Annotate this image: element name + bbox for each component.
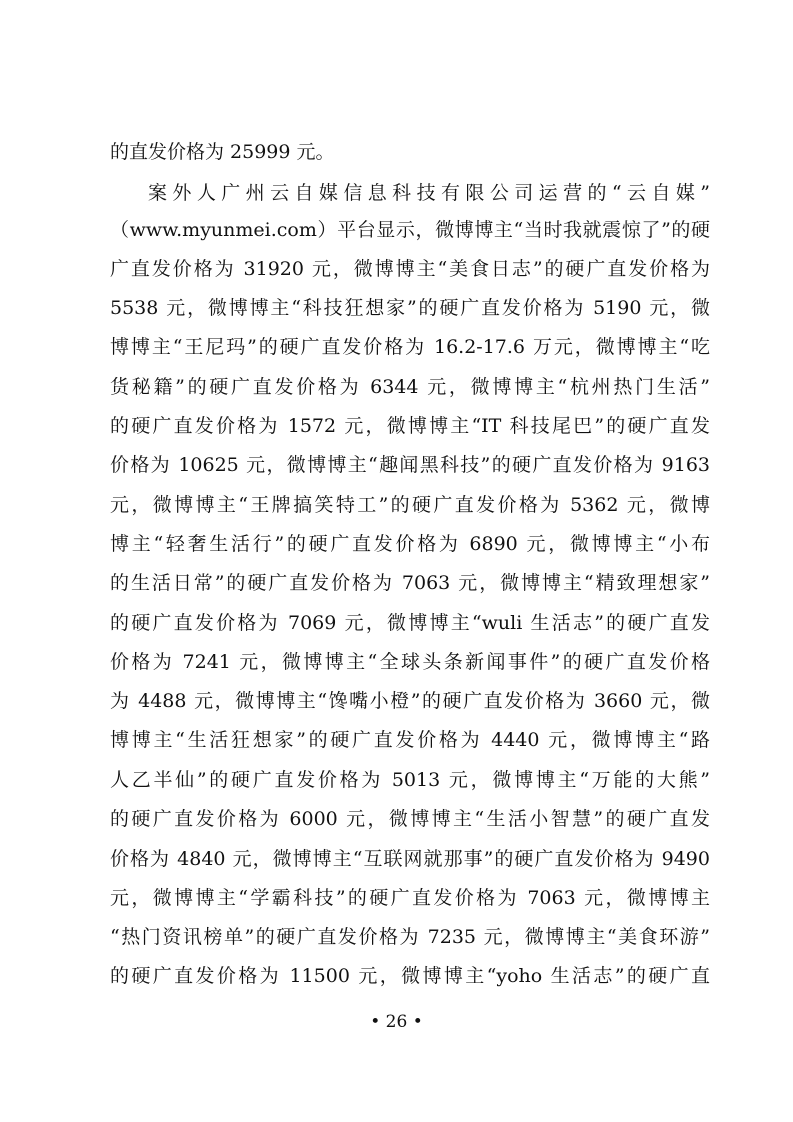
text-line-21: “热门资讯榜单”的硬广直发价格为 7235 元，微博博主“美食环游” — [110, 926, 710, 948]
text-line-22: 的硬广直发价格为 11500 元，微博博主“yoho 生活志”的硬广直 — [110, 965, 710, 987]
text-line-16: 博博主“生活狂想家”的硬广直发价格为 4440 元，微博博主“路 — [110, 729, 710, 751]
text-line-2: 案外人广州云自媒信息科技有限公司运营的“云自媒” — [148, 182, 710, 204]
text-line-13: 的硬广直发价格为 7069 元，微博博主“wuli 生活志”的硬广直发 — [110, 612, 710, 634]
text-line-9: 价格为 10625 元，微博博主“趣闻黑科技”的硬广直发价格为 9163 — [110, 454, 710, 476]
text-line-1: 的直发价格为 25999 元。 — [110, 141, 335, 163]
text-line-10: 元，微博博主“王牌搞笑特工”的硬广直发价格为 5362 元，微博 — [110, 494, 710, 516]
text-line-7: 货秘籍”的硬广直发价格为 6344 元，微博博主“杭州热门生活” — [110, 376, 710, 398]
text-line-20: 元，微博博主“学霸科技”的硬广直发价格为 7063 元，微博博主 — [110, 887, 710, 909]
text-line-18: 的硬广直发价格为 6000 元，微博博主“生活小智慧”的硬广直发 — [110, 808, 710, 830]
text-line-11: 博主“轻奢生活行”的硬广直发价格为 6890 元，微博博主“小布 — [110, 533, 710, 555]
text-line-17: 人乙半仙”的硬广直发价格为 5013 元，微博博主“万能的大熊” — [110, 769, 710, 791]
text-line-14: 价格为 7241 元，微博博主“全球头条新闻事件”的硬广直发价格 — [110, 651, 710, 673]
text-line-3: （www.myunmei.com）平台显示，微博博主“当时我就震惊了”的硬 — [110, 219, 710, 241]
text-line-12: 的生活日常”的硬广直发价格为 7063 元，微博博主“精致理想家” — [110, 572, 710, 594]
text-line-5: 5538 元，微博博主“科技狂想家”的硬广直发价格为 5190 元，微 — [110, 297, 710, 319]
text-line-4: 广直发价格为 31920 元，微博博主“美食日志”的硬广直发价格为 — [110, 258, 710, 280]
text-line-15: 为 4488 元，微博博主“馋嘴小橙”的硬广直发价格为 3660 元，微 — [110, 690, 710, 712]
text-line-6: 博博主“王尼玛”的硬广直发价格为 16.2-17.6 万元，微博博主“吃 — [110, 336, 710, 358]
page-number: • 26 • — [370, 1012, 423, 1032]
text-line-8: 的硬广直发价格为 1572 元，微博博主“IT 科技尾巴”的硬广直发 — [110, 415, 710, 437]
text-line-19: 价格为 4840 元，微博博主“互联网就那事”的硬广直发价格为 9490 — [110, 848, 710, 870]
